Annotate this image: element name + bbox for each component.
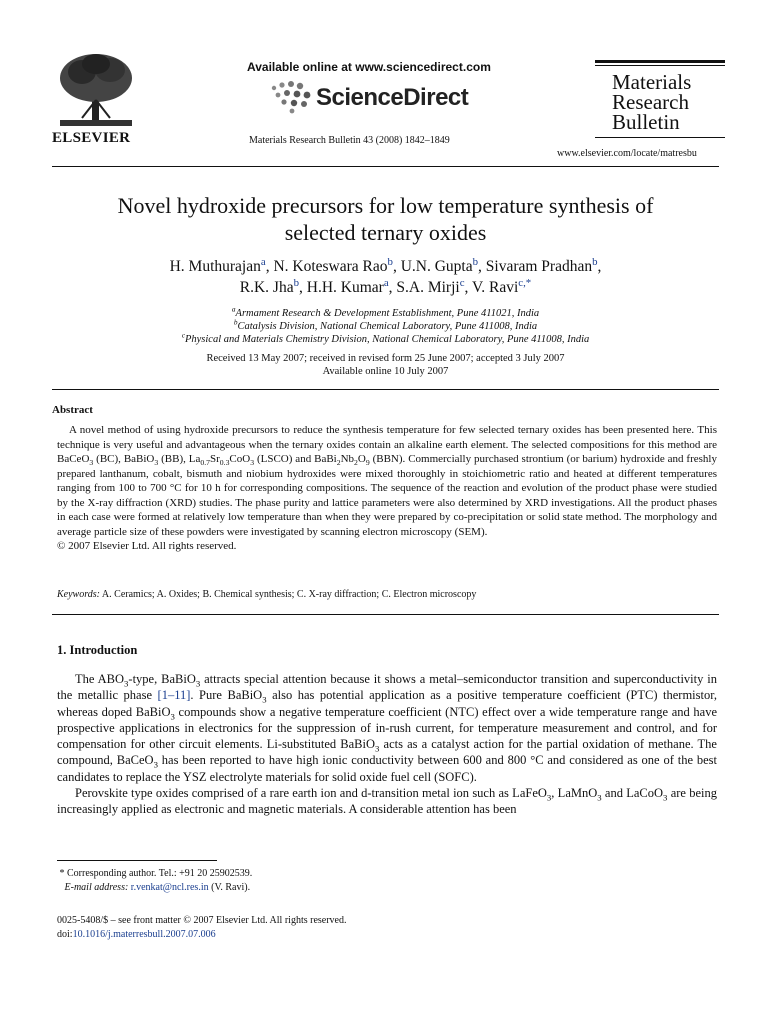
author-list: H. Muthurajan$^a$, N. Koteswara Rao$^b$, U.N. Gupta$^b$, Sivaram Pradhan$^b$, R.K. Jha$^b$, H.H. Kumar$^a$, S.A. Mirji$^c$, V. Ravi$^{c,*}$: [169, 255, 602, 296]
keywords: [57, 589, 717, 600]
affiliation-text: Physical and Materials Chemistry Division, National Chemical Laboratory, Pune 411008, India: [184, 334, 590, 345]
journal-url-link[interactable]: www.elsevier.com/locate/matresbu: [557, 148, 697, 159]
affiliation-ref[interactable]: b: [387, 255, 393, 268]
publisher-name: ELSEVIER: [52, 130, 131, 146]
doi-label: doi:: [57, 929, 73, 940]
journal-name-line: Materials: [612, 70, 692, 94]
corresponding-author-ref[interactable]: c,*: [518, 276, 532, 289]
footnote: * Corresponding author. Tel.: +91 20 25902539. E-mail address: r.venkat@ncl.res.in (V. Ravi).: [57, 868, 253, 893]
copyright: © 2007 Elsevier Ltd. All rights reserved.: [57, 540, 237, 552]
author-name: R.K. Jha: [239, 279, 294, 296]
section-heading: 1. Introduction: [57, 643, 138, 657]
article-title: [52, 192, 719, 246]
received-dates: Received 13 May 2007; received in revised form 25 June 2007; accepted 3 July 2007: [206, 353, 565, 364]
issn-line: 0025-5408/$ – see front matter © 2007 Elsevier Ltd. All rights reserved.: [57, 915, 347, 926]
affiliation-ref[interactable]: c: [459, 276, 465, 289]
abstract-body: A novel method of using hydroxide precursors to reduce the synthesis temperature for few selected ternary oxides has been presented here. This technique is very useful and advantageous when the ternary oxides contain an alkaline earth element. The selected compositions for this method are BaCeO$_3$ (BC), BaBiO$_3$ (BB), $La_{0.7}Sr_{0.3}CoO_3$ (LSCO) and $BaBi_2Nb_2O_9$ (BBN). Commercially purchased strontium (or barium) hydroxide and freshly prepared lanthanum, cobalt, bismuth and niobium hydroxides were mixed thoroughly in stoichiometric ratio and heated at different temperatures ranging from 100 to 700 °C for 10 h for corresponding compositions. The sequence of the reaction and evolution of the product phase were studied by the X-ray diffraction (XRD) studies. The phase purity and lattice parameters were also determined by XRD investigations. All the product phases in each case were formed at relatively low temperature than when they were prepared by co-precipitation or solid state method. The morphology and average particle size of these powders were investigated by scanning electron microscopy (SEM). © 2007 Elsevier Ltd. All rights reserved.: [57, 424, 717, 552]
title-line: selected ternary oxides: [284, 220, 487, 245]
doi-link[interactable]: 10.1016/j.materresbull.2007.07.006: [72, 929, 216, 940]
footnote-rule: [57, 860, 217, 861]
sciencedirect-logo: [268, 80, 478, 118]
affiliation-ref[interactable]: b: [472, 255, 479, 268]
author-name: H.H. Kumar: [306, 279, 384, 296]
affiliation-mark: b: [233, 317, 238, 327]
article-dates: [52, 352, 719, 378]
sciencedirect-dots-icon: [268, 80, 314, 116]
author-name: Sivaram Pradhan: [485, 258, 593, 275]
journal-masthead: [595, 60, 725, 140]
author-name: V. Ravi: [472, 279, 519, 296]
title-line: Novel hydroxide precursors for low temperature synthesis of: [117, 193, 654, 218]
abstract-text: Commercially purchased strontium (or barium) hydroxide and freshly prepared lanthanum, cobalt, bismuth and niobium hydroxides were mixed thoroughly in stoichiometric ratio and heated at different temperatures ranging from 100 to 700 °C for 10 h for corresponding compositions. The sequence of the reaction and evolution of the product phase were studied by the X-ray diffraction (XRD) studies. The phase purity and lattice parameters were also determined by XRD investigations. All the product phases in each case were formed at relatively low temperature than when they were prepared by co-precipitation or solid state method. The morphology and average particle size of these powders were investigated by scanning electron microscopy (SEM).: [57, 453, 717, 538]
affiliation-ref[interactable]: a: [383, 276, 389, 289]
affiliation-ref[interactable]: b: [592, 255, 598, 268]
email-label: E-mail address:: [64, 882, 129, 893]
journal-name-line: Bulletin: [612, 110, 680, 134]
sciencedirect-wordmark: ScienceDirect: [316, 84, 469, 111]
author-name: H. Muthurajan: [169, 258, 261, 275]
affiliation-text: Armament Research & Development Establishment, Pune 411021, India: [235, 308, 540, 319]
introduction-body: The $ABO_3$-type, BaBiO$_3$ attracts special attention because it shows a metal–semiconductor transition and superconductivity in the metallic phase [1–11]. Pure BaBiO$_3$ also has potential application as a positive temperature coefficient (PTC) thermistor, whereas doped BaBiO$_3$ compounds show a negative temperature coefficient (NTC) effect over a wide temperature range and have prospective applications in electronics for the suppression of in-rush current, for temperature measurement and control, and for compensation for other circuit elements. Li-substituted BaBiO$_3$ acts as a catalyst action for the partial oxidation of methane. The compound, BaCeO$_3$ has been reported to have high ionic conductivity between 600 and 800 °C and considered as one of the best candidates to replace the YSZ electrolyte materials for solid oxide fuel cell (SOFC). Perovskite type oxides comprised of a rare earth ion and d-transition metal ion such as LaFeO$_3$, LaMnO$_3$ and LaCoO$_3$ are being increasingly applied as electronic and magnetic materials. A considerable attention has been: [57, 672, 718, 817]
author-name: U.N. Gupta: [400, 258, 473, 275]
corresponding-author-note: Corresponding author. Tel.: +91 20 25902539.: [67, 868, 253, 879]
available-online-date: Available online 10 July 2007: [322, 366, 449, 377]
journal-citation: Materials Research Bulletin 43 (2008) 1842–1849: [249, 135, 450, 146]
abstract-bottom-rule: [52, 614, 719, 615]
affiliation-ref[interactable]: b: [293, 276, 300, 289]
affiliation-mark: a: [231, 304, 236, 314]
header-rule: [52, 166, 719, 167]
affiliation-ref[interactable]: a: [260, 255, 266, 268]
front-matter: [57, 914, 717, 942]
author-name: S.A. Mirji: [396, 279, 460, 296]
email-link[interactable]: r.venkat@ncl.res.in: [130, 882, 209, 893]
email-suffix: (V. Ravi).: [211, 882, 251, 893]
abstract-heading: Abstract: [52, 404, 93, 416]
keywords-list: A. Ceramics; A. Oxides; B. Chemical synthesis; C. X-ray diffraction; C. Electron microscopy: [101, 589, 477, 600]
keywords-label: Keywords:: [57, 589, 100, 600]
affiliations: [52, 304, 719, 346]
abstract-top-rule: [52, 389, 719, 390]
affiliation-text: Catalysis Division, National Chemical Laboratory, Pune 411008, India: [237, 321, 538, 332]
affiliation-mark: c: [181, 330, 185, 340]
author-name: N. Koteswara Rao: [273, 258, 388, 275]
abstract-text: A novel method of using hydroxide precursors to reduce the synthesis temperature for few selected ternary oxides has been presented here. This technique is very useful and advantageous when the ternary oxides contain an alkaline earth element. The selected compositions for this method are: [57, 424, 717, 451]
journal-name-line: Research: [612, 90, 689, 114]
available-online: Available online at www.sciencedirect.com: [247, 60, 491, 74]
